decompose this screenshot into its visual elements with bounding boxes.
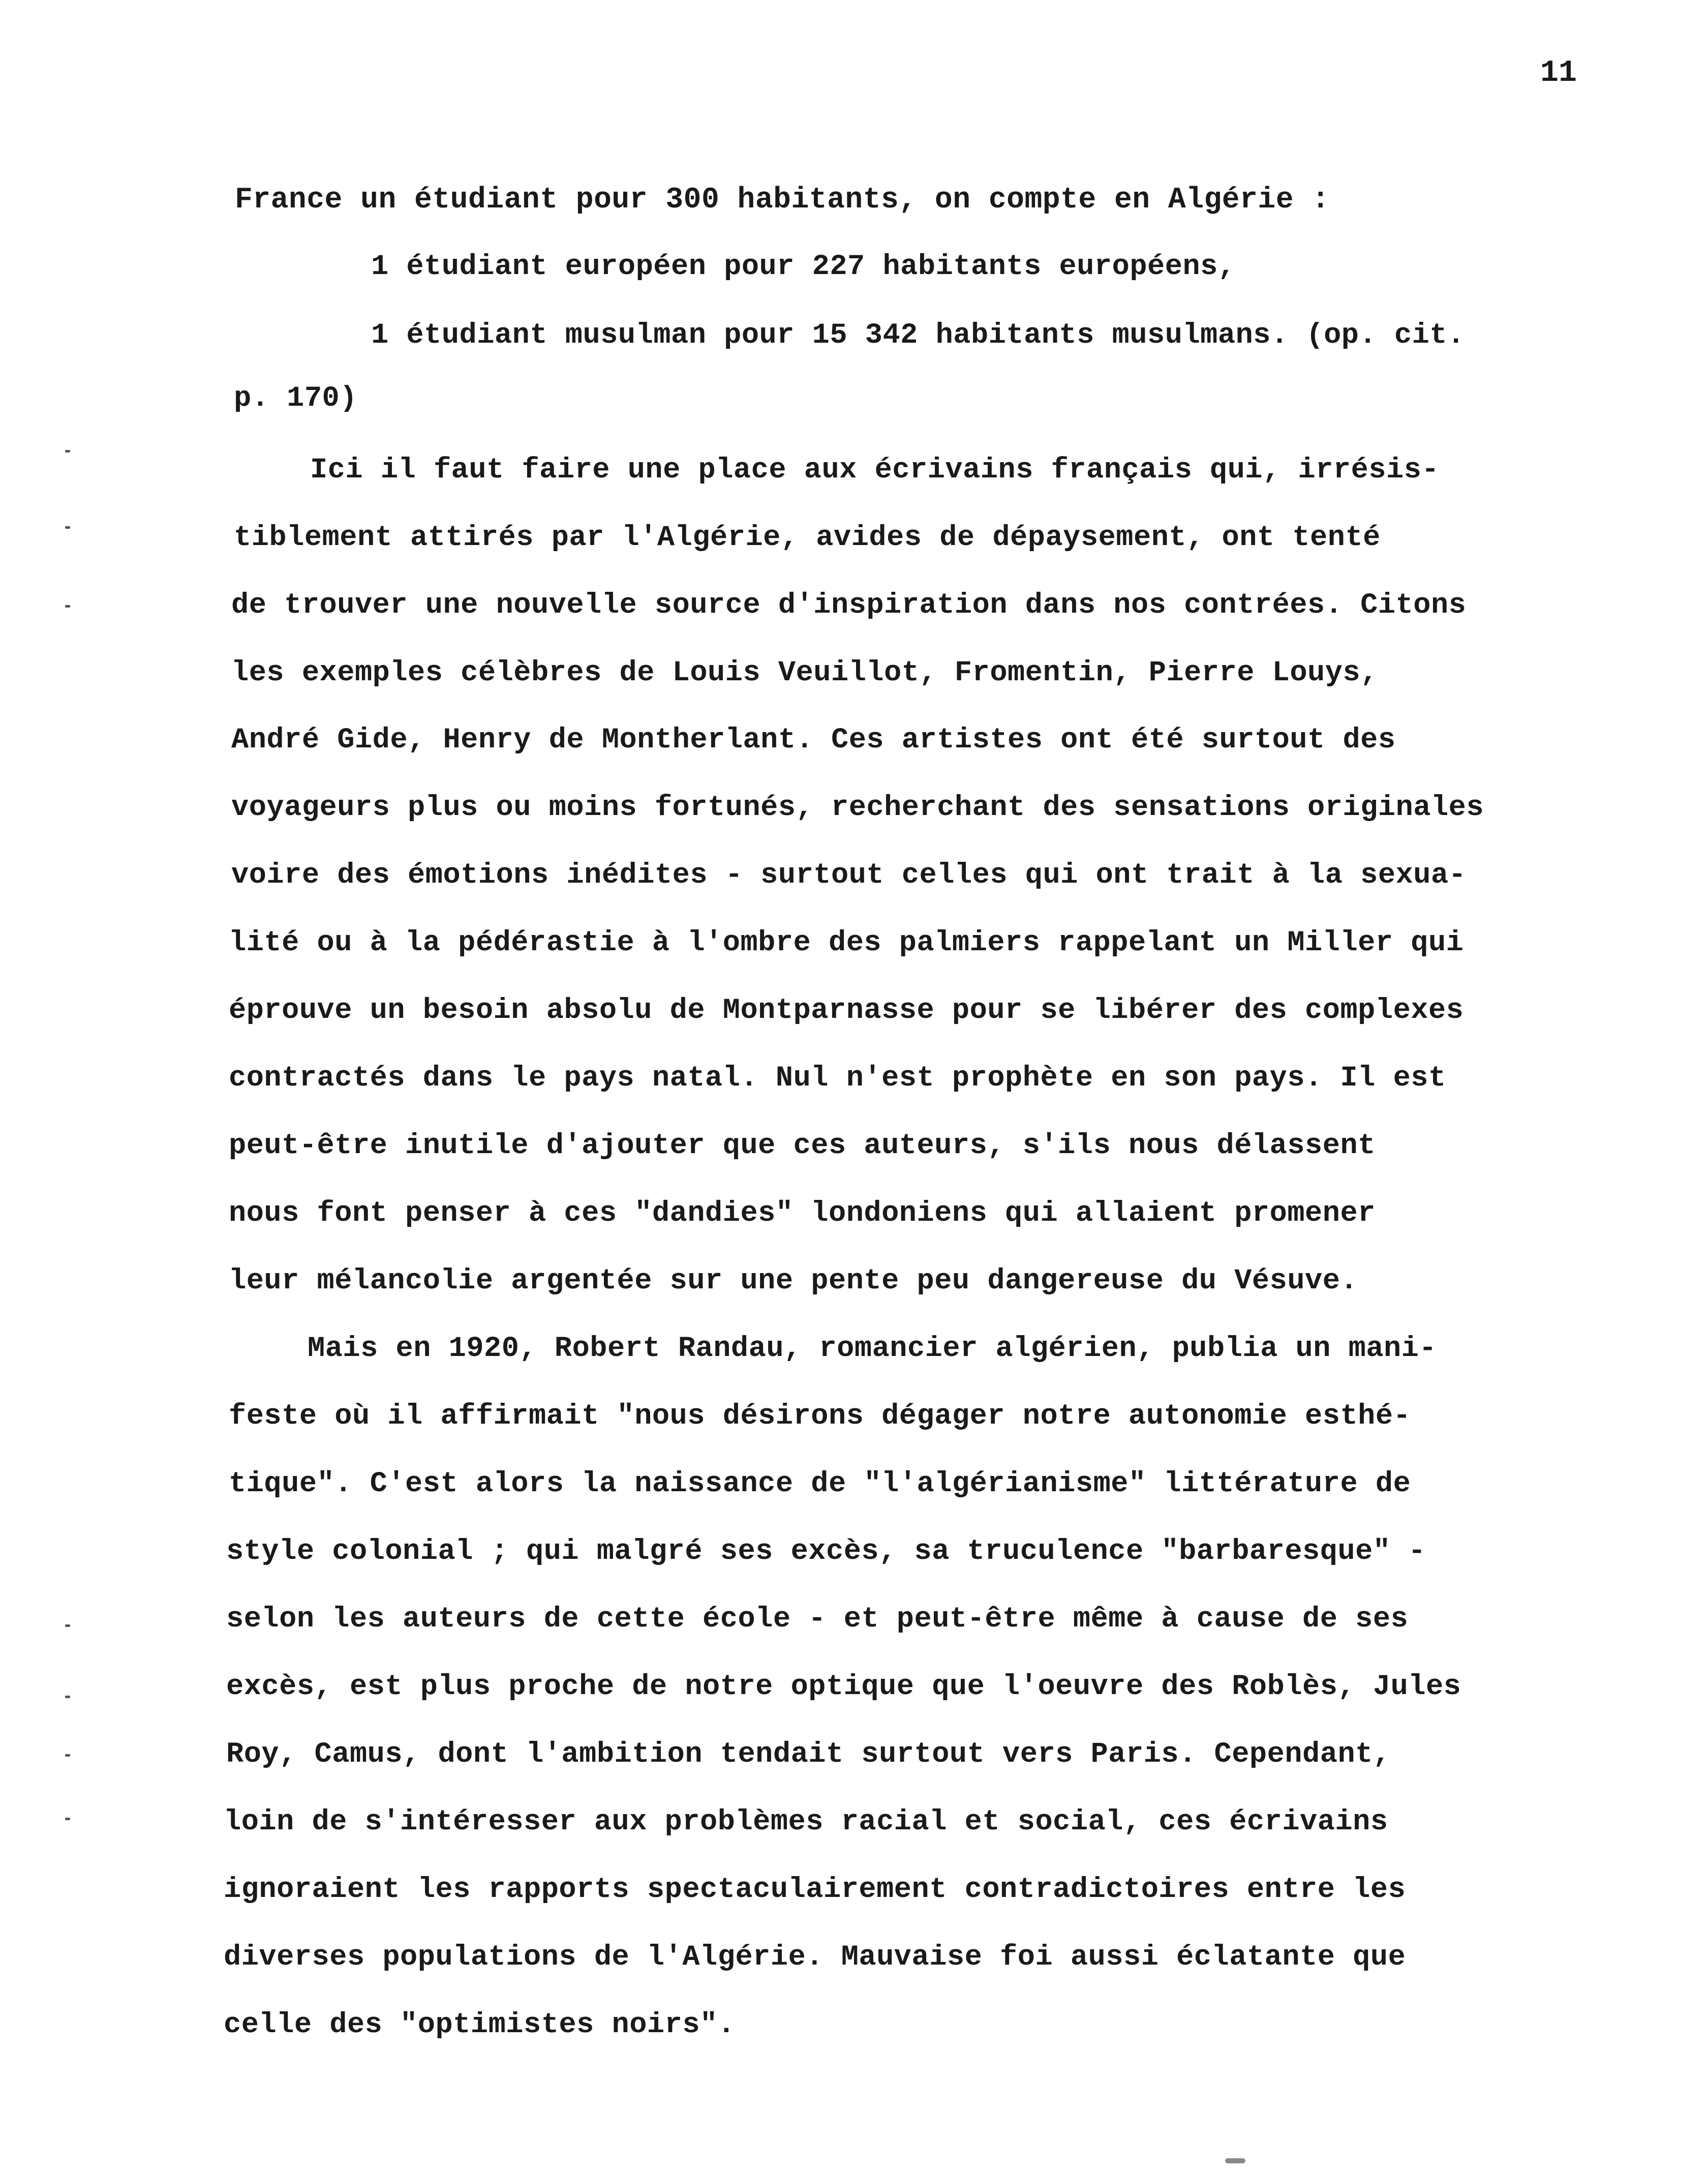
- text-line: Roy, Camus, dont l'ambition tendait surtout vers Paris. Cependant,: [226, 1738, 1391, 1771]
- margin-mark: [65, 1754, 70, 1757]
- text-line: 1 étudiant européen pour 227 habitants européens,: [371, 251, 1236, 283]
- text-line: ignoraient les rapports spectaculairement contradictoires entre les: [224, 1874, 1406, 1906]
- margin-mark: [65, 1696, 70, 1698]
- text-line: Ici il faut faire une place aux écrivains français qui, irrésis-: [310, 454, 1440, 487]
- text-line: André Gide, Henry de Montherlant. Ces artistes ont été surtout des: [231, 724, 1396, 757]
- text-line: contractés dans le pays natal. Nul n'est prophète en son pays. Il est: [229, 1062, 1446, 1095]
- text-line: excès, est plus proche de notre optique que l'oeuvre des Roblès, Jules: [226, 1671, 1461, 1703]
- text-line: Mais en 1920, Robert Randau, romancier algérien, publia un mani-: [308, 1333, 1437, 1365]
- text-line: éprouve un besoin absolu de Montparnasse pour se libérer des complexes: [229, 994, 1464, 1027]
- text-line: peut-être inutile d'ajouter que ces auteurs, s'ils nous délassent: [229, 1130, 1376, 1162]
- text-line: tique". C'est alors la naissance de "l'algérianisme" littérature de: [229, 1468, 1411, 1500]
- margin-mark: [65, 450, 70, 452]
- margin-mark: [65, 1624, 70, 1627]
- text-line: nous font penser à ces "dandies" londoniens qui allaient promener: [229, 1197, 1376, 1230]
- text-line: celle des "optimistes noirs".: [224, 2009, 736, 2041]
- text-line: selon les auteurs de cette école - et peut-être même à cause de ses: [226, 1603, 1409, 1636]
- text-line: France un étudiant pour 300 habitants, on compte en Algérie :: [235, 184, 1330, 217]
- text-line: tiblement attirés par l'Algérie, avides de dépaysement, ont tenté: [234, 522, 1381, 554]
- margin-mark: [65, 1818, 70, 1820]
- page-number: 11: [1540, 56, 1577, 90]
- margin-mark: [65, 605, 70, 608]
- text-line: p. 170): [234, 382, 357, 415]
- text-line: de trouver une nouvelle source d'inspiration dans nos contrées. Citons: [231, 589, 1467, 622]
- text-line: lité ou à la pédérastie à l'ombre des palmiers rappelant un Miller qui: [229, 927, 1464, 959]
- text-line: diverses populations de l'Algérie. Mauvaise foi aussi éclatante que: [224, 1941, 1406, 1974]
- margin-mark: [65, 526, 70, 529]
- text-line: 1 étudiant musulman pour 15 342 habitants musulmans. (op. cit.: [371, 319, 1465, 352]
- text-line: style colonial ; qui malgré ses excès, sa truculence "barbaresque" -: [226, 1535, 1426, 1568]
- text-line: voire des émotions inédites - surtout celles qui ont trait à la sexua-: [231, 859, 1467, 892]
- scan-artifact: [1225, 2158, 1245, 2163]
- text-line: voyageurs plus ou moins fortunés, recherchant des sensations originales: [231, 792, 1484, 824]
- text-line: feste où il affirmait "nous désirons dégager notre autonomie esthé-: [229, 1400, 1411, 1433]
- text-line: loin de s'intéresser aux problèmes racial et social, ces écrivains: [224, 1806, 1388, 1838]
- text-line: les exemples célèbres de Louis Veuillot, Fromentin, Pierre Louys,: [231, 657, 1378, 689]
- text-line: leur mélancolie argentée sur une pente peu dangereuse du Vésuve.: [229, 1265, 1358, 1298]
